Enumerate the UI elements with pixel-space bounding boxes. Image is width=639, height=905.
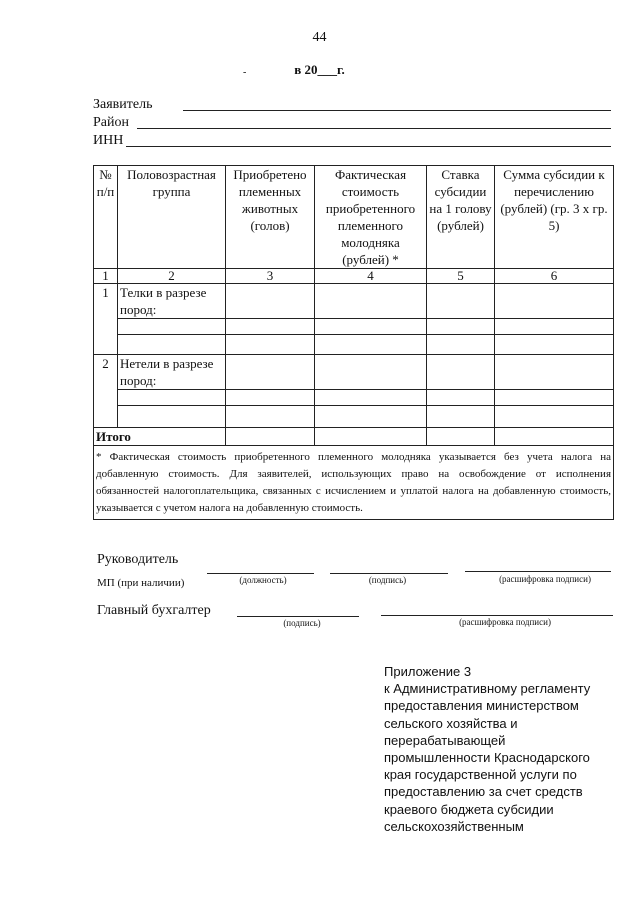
column-number-row (94, 269, 614, 284)
applicant-label: Заявитель (93, 97, 153, 112)
inn-label: ИНН (93, 133, 124, 148)
decoding-line[interactable] (465, 571, 611, 572)
header-row-number: № п/п (94, 166, 118, 269)
table-cell[interactable] (427, 284, 495, 319)
column-number: 1 (94, 269, 118, 284)
position-line[interactable] (207, 573, 314, 574)
table-cell[interactable] (495, 355, 614, 390)
appendix-line: Приложение 3 (384, 664, 472, 679)
appendix-line: краевого бюджета субсидии (384, 801, 554, 817)
position-hint: (должность) (239, 575, 287, 585)
table-cell[interactable] (495, 284, 614, 319)
table-cell[interactable] (226, 428, 315, 446)
header-subsidy-rate: Ставка субсидии на 1 голову (рублей) (427, 166, 495, 269)
table-cell[interactable] (315, 390, 427, 406)
table-cell[interactable] (226, 355, 315, 390)
district-field[interactable] (137, 128, 611, 129)
appendix-line: предоставлению за счет средств (384, 784, 583, 800)
table-cell[interactable] (315, 428, 427, 446)
table-cell[interactable] (427, 390, 495, 406)
table-cell[interactable] (427, 428, 495, 446)
appendix-line: предоставления министерством (384, 698, 579, 714)
table-row (94, 390, 614, 406)
table-cell[interactable] (226, 390, 315, 406)
group-number: 2 (94, 355, 118, 428)
column-number: 4 (315, 269, 427, 284)
table-cell[interactable] (226, 319, 315, 335)
table-cell[interactable] (226, 406, 315, 428)
table-cell[interactable] (118, 319, 226, 335)
footnote: * Фактическая стоимость приобретенного племенного молодняка указывается без учета налога на добавленную стоимость. Для заявителей, использующих право на освобождение от исполнения обязанностей налогоплательщика, связанных с исчислением и уплатой налога на добавленную стоимость, указывается с учетом налога на добавленную стоимость. (94, 446, 614, 520)
accountant-label: Главный бухгалтер (97, 603, 211, 618)
appendix-line: края государственной услуги по (384, 767, 577, 783)
table-header-row (94, 166, 614, 269)
table-cell[interactable] (427, 319, 495, 335)
district-label: Район (93, 115, 129, 130)
column-number: 2 (118, 269, 226, 284)
table-cell[interactable] (495, 406, 614, 428)
group-label: Телки в разрезе пород: (120, 285, 207, 317)
group-label: Нетели в разрезе пород: (120, 356, 214, 388)
header-actual-cost: Фактическая стоимость приобретенного племенного молодняка (рублей) * (315, 166, 427, 269)
table-cell[interactable] (315, 319, 427, 335)
table-row (94, 335, 614, 355)
table-cell[interactable] (118, 406, 226, 428)
column-number: 3 (226, 269, 315, 284)
table-cell[interactable] (315, 335, 427, 355)
group-label-cell (118, 284, 226, 319)
decoding-hint: (расшифровка подписи) (499, 574, 591, 584)
total-row (94, 428, 614, 446)
table-cell[interactable] (315, 406, 427, 428)
accountant-signature-hint: (подпись) (283, 618, 321, 628)
table-cell[interactable] (427, 335, 495, 355)
group-number: 1 (94, 284, 118, 355)
table-cell[interactable] (495, 319, 614, 335)
appendix-line: перерабатывающей (384, 732, 506, 748)
table-cell[interactable] (226, 335, 315, 355)
signature-line[interactable] (330, 573, 448, 574)
accountant-decoding-hint: (расшифровка подписи) (459, 617, 551, 627)
table-cell[interactable] (495, 335, 614, 355)
subsidy-table (93, 165, 614, 520)
header-age-group: Половозрастная группа (118, 166, 226, 269)
header-animals-purchased: Приобретено племенных животных (голов) (226, 166, 315, 269)
stamp-label: МП (при наличии) (97, 577, 185, 589)
table-cell[interactable] (226, 284, 315, 319)
accountant-signature-line[interactable] (237, 616, 359, 617)
table-cell[interactable] (427, 406, 495, 428)
footnote-row (94, 446, 614, 520)
header-subsidy-sum: Сумма субсидии к перечислению (рублей) (гр. 3 х гр. 5) (495, 166, 614, 269)
appendix-line: сельского хозяйства и (384, 715, 518, 731)
table-cell[interactable] (495, 390, 614, 406)
signature-hint: (подпись) (368, 575, 407, 585)
table-cell[interactable] (315, 284, 427, 319)
appendix-block (384, 663, 634, 835)
table-row (94, 284, 614, 319)
table-cell[interactable] (118, 335, 226, 355)
appendix-line: сельскохозяйственным (384, 818, 524, 834)
applicant-field[interactable] (183, 110, 611, 111)
period-title: в 20___г. (294, 62, 345, 77)
appendix-line: к Административному регламенту (384, 681, 591, 697)
group-label-cell (118, 355, 226, 390)
table-row (94, 319, 614, 335)
appendix-line: промышленности Краснодарского (384, 750, 590, 766)
page-number: 44 (312, 30, 327, 45)
accountant-decoding-line[interactable] (381, 615, 613, 616)
table-row (94, 406, 614, 428)
table-cell[interactable] (118, 390, 226, 406)
head-label: Руководитель (97, 552, 179, 567)
table-cell[interactable] (315, 355, 427, 390)
stray-mark: - (243, 67, 247, 78)
table-cell[interactable] (495, 428, 614, 446)
inn-field[interactable] (126, 146, 611, 147)
column-number: 5 (427, 269, 495, 284)
column-number: 6 (495, 269, 614, 284)
total-label: Итого (94, 428, 226, 446)
table-cell[interactable] (427, 355, 495, 390)
table-row (94, 355, 614, 390)
